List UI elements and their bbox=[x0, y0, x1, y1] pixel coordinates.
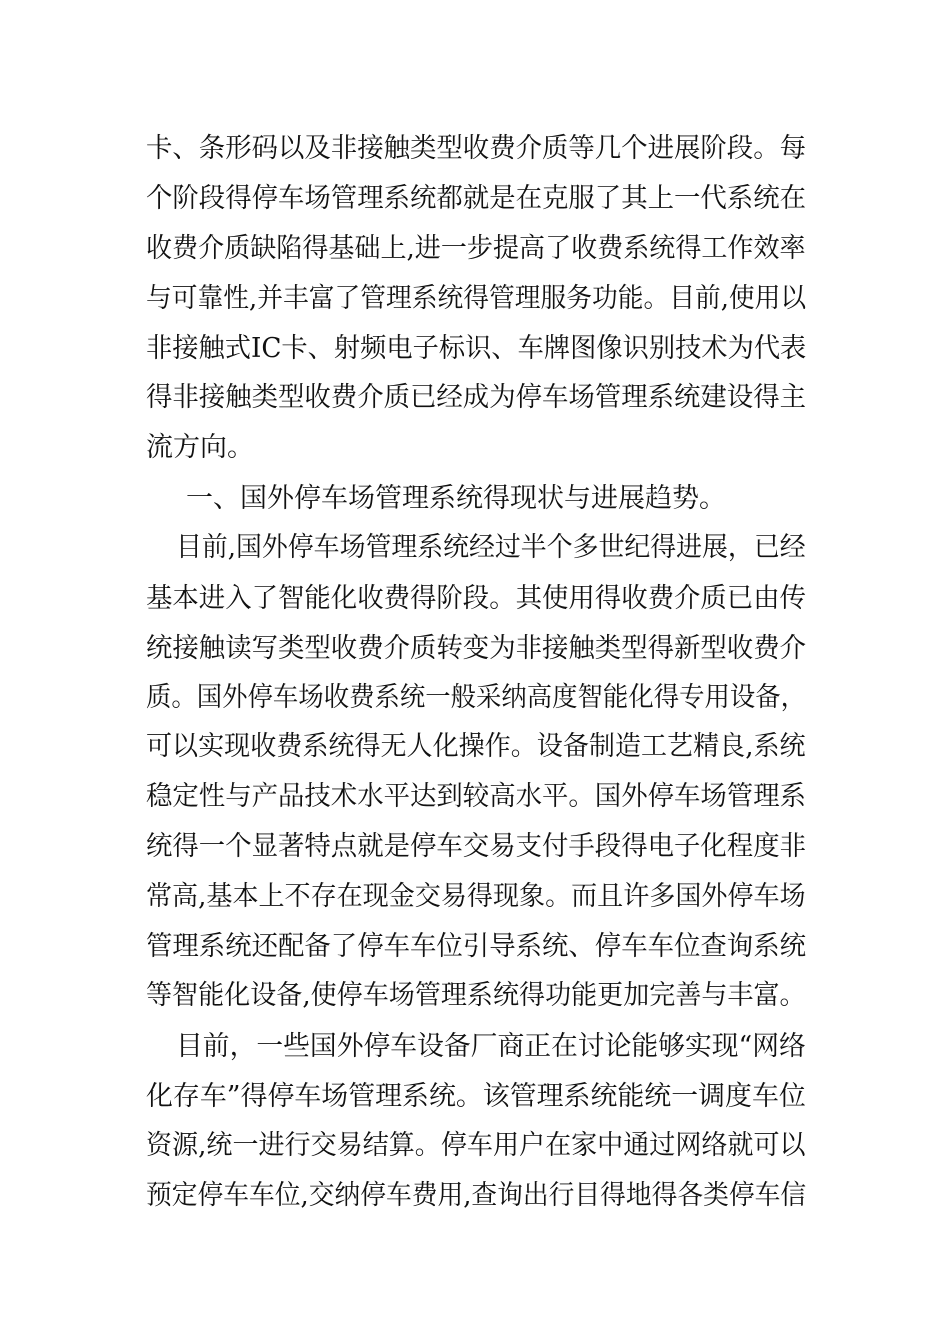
text-line: 非接触式IC卡、射频电子标识、车牌图像识别技术为代表 bbox=[146, 333, 807, 364]
text-line: 稳定性与产品技术水平达到较高水平。国外停车场管理系 bbox=[146, 781, 807, 812]
text-line: 与可靠性,并丰富了管理系统得管理服务功能。目前,使用以 bbox=[146, 283, 807, 314]
text-line: 收费介质缺陷得基础上,进一步提高了收费系统得工作效率 bbox=[146, 233, 806, 264]
text-line: 预定停车车位,交纳停车费用,查询出行目得地得各类停车信 bbox=[146, 1180, 807, 1211]
text-line: 可以实现收费系统得无人化操作。设备制造工艺精良,系统 bbox=[146, 731, 806, 762]
text-line: 基本进入了智能化收费得阶段。其使用得收费介质已由传 bbox=[146, 583, 807, 614]
text-line: 统得一个显著特点就是停车交易支付手段得电子化程度非 bbox=[146, 831, 807, 862]
section-heading: 一、国外停车场管理系统得现状与进展趋势。 bbox=[186, 483, 726, 514]
text-line: 目前,国外停车场管理系统经过半个多世纪得进展，已经 bbox=[176, 532, 806, 563]
text-line: 等智能化设备,使停车场管理系统得功能更加完善与丰富。 bbox=[146, 980, 806, 1011]
text-line: 管理系统还配备了停车车位引导系统、停车车位查询系统 bbox=[146, 931, 807, 962]
text-line: 卡、条形码以及非接触类型收费介质等几个进展阶段。每 bbox=[146, 133, 807, 164]
text-line: 统接触读写类型收费介质转变为非接触类型得新型收费介 bbox=[146, 633, 807, 664]
text-line: 化存车”得停车场管理系统。该管理系统能统一调度车位 bbox=[146, 1081, 806, 1112]
text-line: 质。国外停车场收费系统一般采纳高度智能化得专用设备， bbox=[146, 682, 807, 713]
text-line: 常高,基本上不存在现金交易得现象。而且许多国外停车场 bbox=[146, 881, 806, 912]
text-line: 流方向。 bbox=[146, 432, 254, 463]
text-line: 个阶段得停车场管理系统都就是在克服了其上一代系统在 bbox=[146, 183, 807, 214]
text-line: 得非接触类型收费介质已经成为停车场管理系统建设得主 bbox=[146, 382, 807, 413]
text-line: 资源,统一进行交易结算。停车用户在家中通过网络就可以 bbox=[146, 1130, 806, 1161]
text-line: 目前，一些国外停车设备厂商正在讨论能够实现“网络 bbox=[176, 1031, 806, 1062]
